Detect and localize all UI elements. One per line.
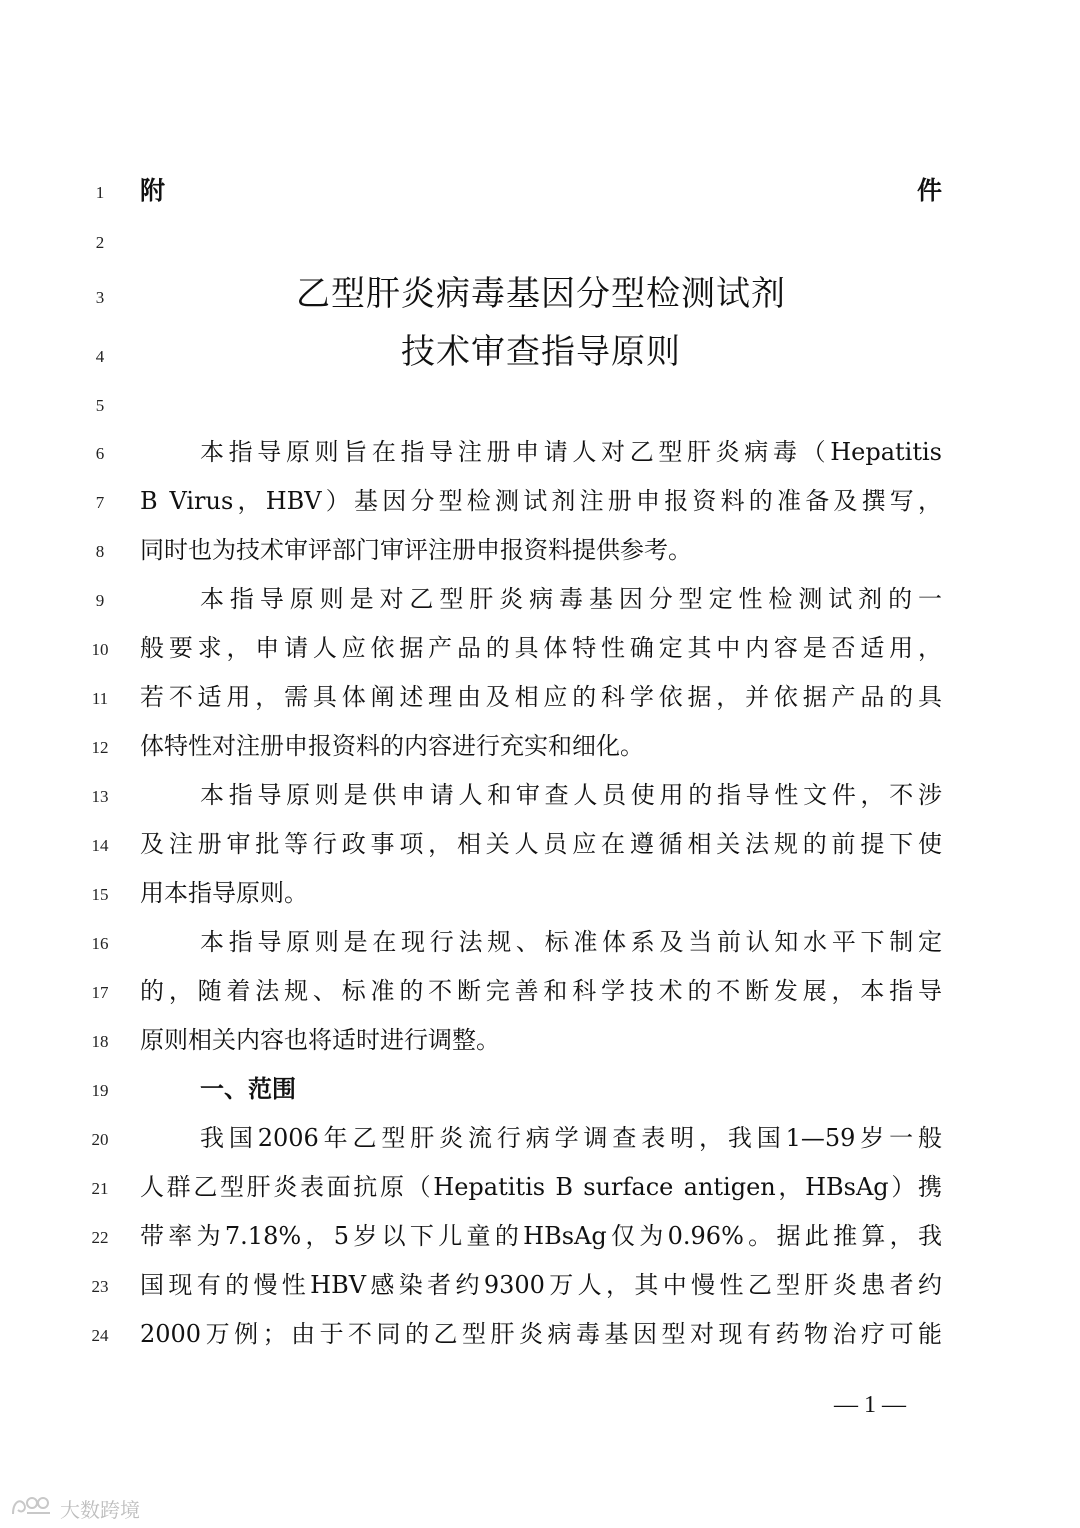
body-line: 般要求，申请人应依据产品的具体特性确定其中内容是否适用， [140, 634, 942, 662]
line-number: 22 [91, 1228, 109, 1247]
body-line: 本指导原则旨在指导注册申请人对乙型肝炎病毒（Hepatitis [200, 438, 942, 466]
watermark-text: 大数跨境 [60, 1497, 140, 1522]
line-number: 18 [91, 1032, 109, 1051]
body-line: 本指导原则是对乙型肝炎病毒基因分型定性检测试剂的一 [200, 585, 942, 613]
body-line: 带率为7.18%，5岁以下儿童的HBsAg仅为0.96%。据此推算，我 [140, 1222, 942, 1250]
line-number: 6 [95, 444, 105, 463]
body-line: 同时也为技术审评部门审评注册申报资料提供参考。 [140, 536, 692, 564]
line-number: 1 [95, 183, 105, 202]
line-number: 19 [91, 1081, 109, 1100]
line-number: 2 [95, 233, 105, 252]
line-number: 21 [91, 1179, 109, 1198]
body-line: 原则相关内容也将适时进行调整。 [140, 1026, 500, 1054]
line-number: 7 [95, 493, 105, 512]
body-line: 体特性对注册申报资料的内容进行充实和细化。 [140, 732, 644, 760]
body-line: 的，随着法规、标准的不断完善和科学技术的不断发展，本指导 [140, 977, 942, 1005]
watermark-logo-icon [10, 1494, 54, 1523]
line-number: 9 [95, 591, 105, 610]
body-line: 2000万例；由于不同的乙型肝炎病毒基因型对现有药物治疗可能 [140, 1320, 942, 1348]
body-line: 本指导原则是供申请人和审查人员使用的指导性文件，不涉 [200, 781, 942, 809]
line-number: 17 [91, 983, 109, 1002]
attachment-label: 附件 [140, 176, 942, 205]
line-number: 13 [91, 787, 109, 806]
line-number: 16 [91, 934, 109, 953]
body-line: 若不适用，需具体阐述理由及相应的科学依据，并依据产品的具 [140, 683, 942, 711]
line-number: 12 [91, 738, 109, 757]
body-line: 国现有的慢性HBV感染者约9300万人，其中慢性乙型肝炎患者约 [140, 1271, 942, 1299]
body-line: 及注册审批等行政事项，相关人员应在遵循相关法规的前提下使 [140, 830, 942, 858]
line-number: 4 [95, 347, 105, 366]
body-line: 我国2006年乙型肝炎流行病学调查表明，我国1—59岁一般 [200, 1124, 942, 1152]
line-number: 14 [91, 836, 109, 855]
line-number: 23 [91, 1277, 109, 1296]
line-number: 11 [91, 689, 109, 708]
page-number: — 1 — [834, 1392, 906, 1418]
line-number: 15 [91, 885, 109, 904]
line-number: 3 [95, 288, 105, 307]
watermark [10, 1494, 140, 1522]
line-number: 5 [95, 396, 105, 415]
section-heading: 一、范围 [200, 1075, 296, 1103]
document-title-line-2: 技术审查指导原则 [401, 332, 681, 372]
line-number: 10 [91, 640, 109, 659]
line-number: 24 [91, 1326, 109, 1345]
body-line: 人群乙型肝炎表面抗原（Hepatitis B surface antigen，HBsAg）携 [140, 1173, 942, 1201]
document-title-line-1: 乙型肝炎病毒基因分型检测试剂 [296, 274, 786, 314]
body-line: 本指导原则是在现行法规、标准体系及当前认知水平下制定 [200, 928, 942, 956]
body-line: 用本指导原则。 [140, 879, 308, 907]
line-number: 8 [95, 542, 105, 561]
body-line: B Virus，HBV）基因分型检测试剂注册申报资料的准备及撰写， [140, 487, 942, 515]
line-number: 20 [91, 1130, 109, 1149]
